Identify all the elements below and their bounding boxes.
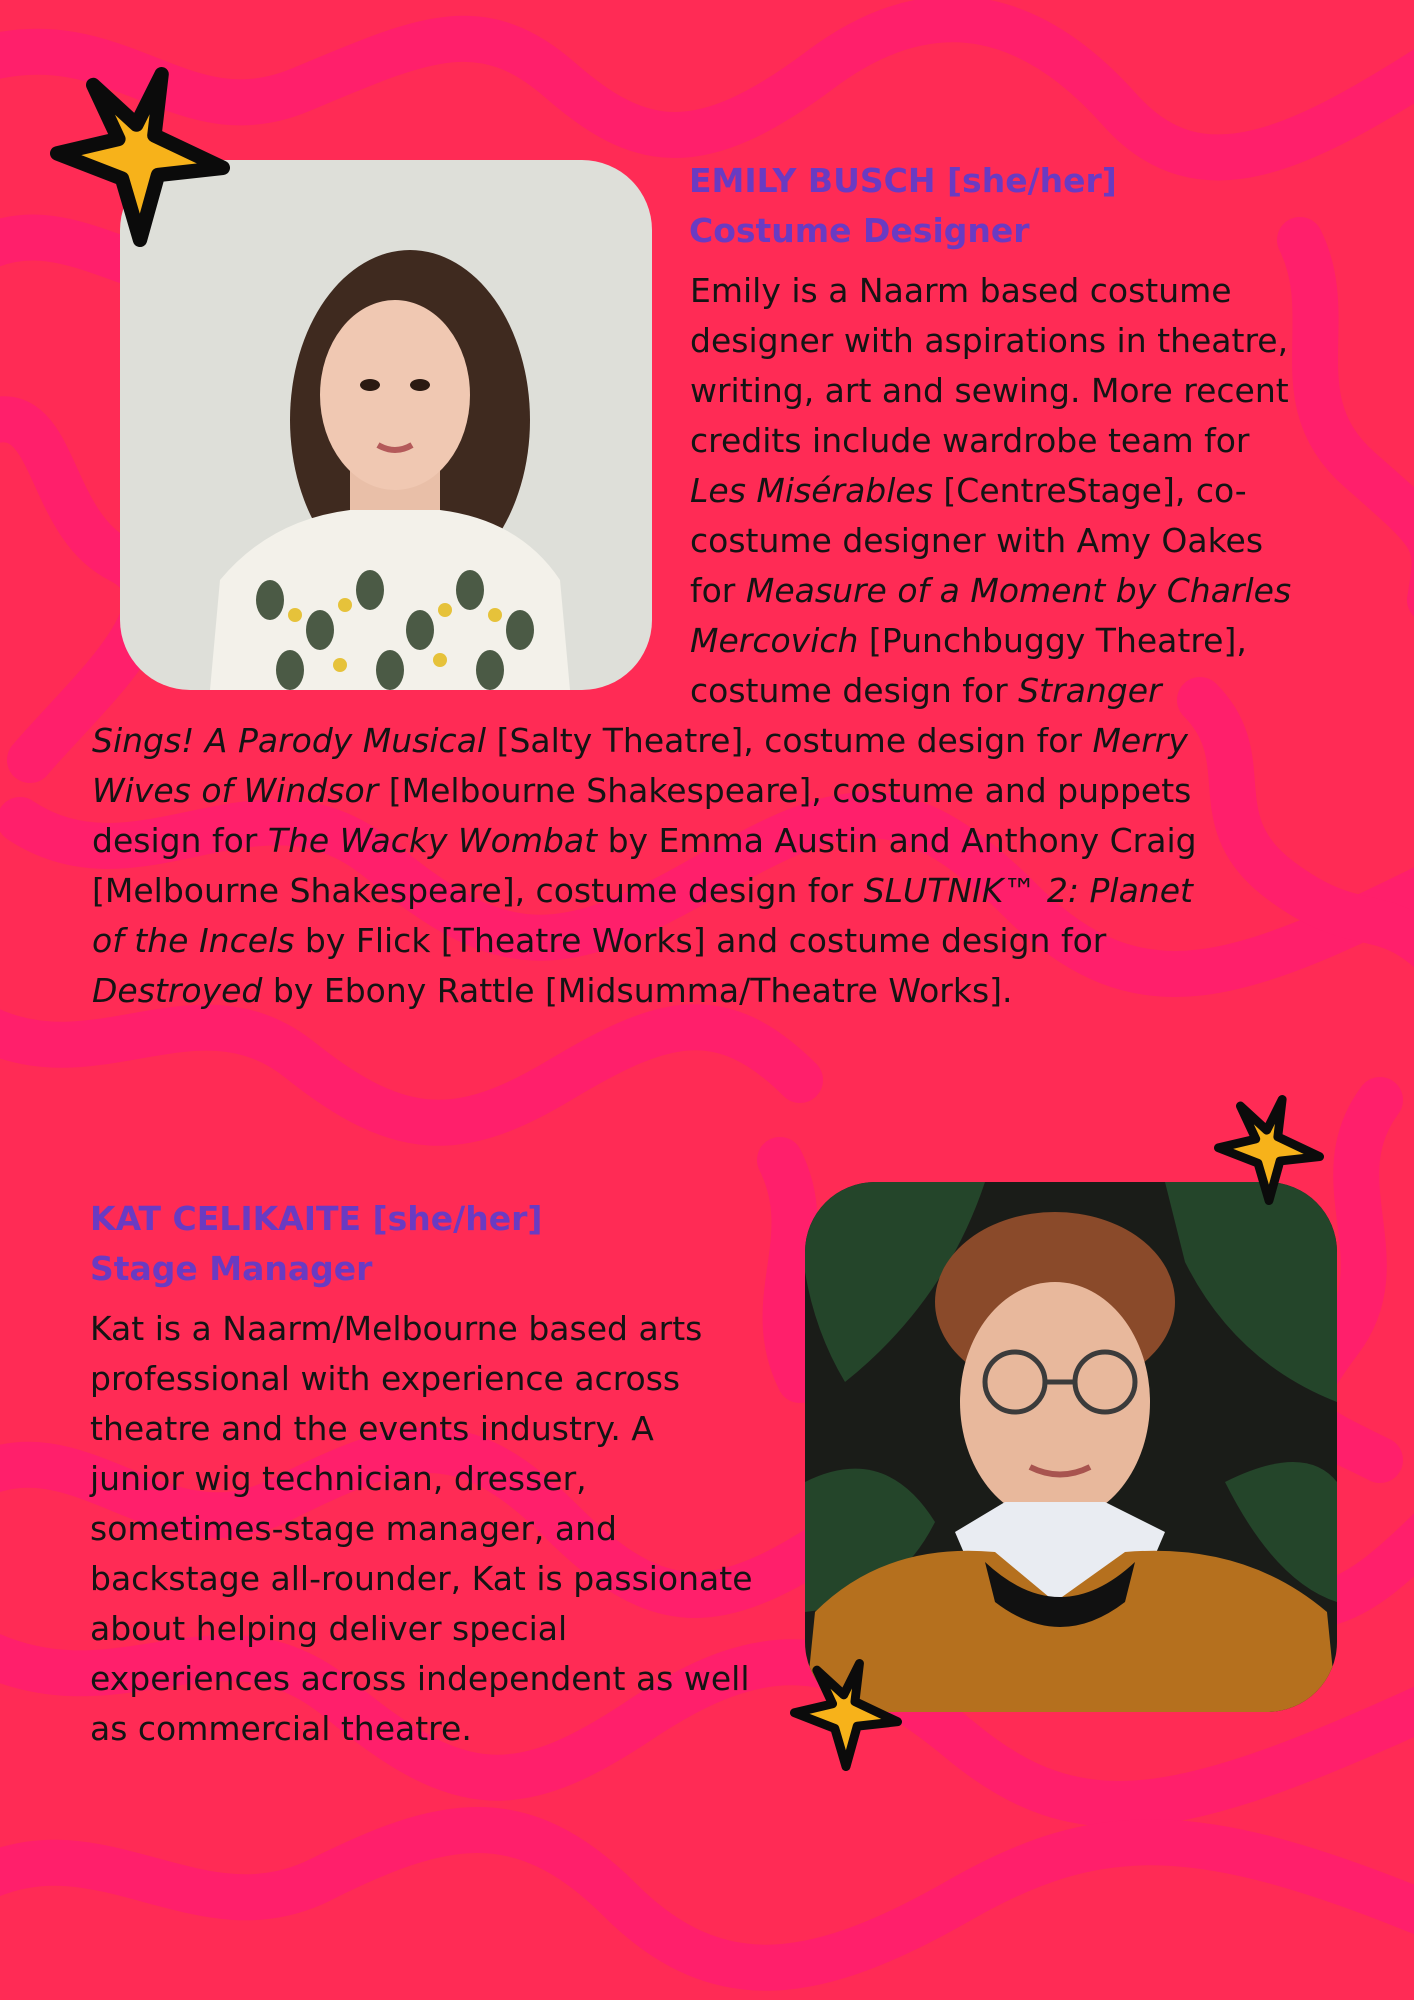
bio-line: Mercovich [Punchbuggy Theatre], [690, 621, 1247, 660]
bio-line: backstage all-rounder, Kat is passionate [90, 1559, 753, 1598]
bio-line: costume designer with Amy Oakes [690, 521, 1264, 560]
show-title: The Wacky Wombat [267, 821, 598, 860]
star-icon [1214, 1092, 1324, 1208]
kat-heading [90, 1194, 542, 1294]
bio-line: theatre and the events industry. A [90, 1409, 654, 1448]
show-title: SLUTNIK™ 2: Planet [863, 871, 1193, 910]
show-title: Destroyed [92, 971, 263, 1010]
emily-name: EMILY BUSCH [she/her] [689, 161, 1117, 200]
bio-line: professional with experience across [90, 1359, 681, 1398]
show-title: Merry [1092, 721, 1188, 760]
bio-line: Les Misérables [CentreStage], co- [690, 471, 1247, 510]
bio-line: about helping deliver special [90, 1609, 568, 1648]
bio-line: design for The Wacky Wombat by Emma Austin and Anthony Craig [92, 821, 1197, 860]
star-icon [790, 1656, 902, 1774]
bio-line: as commercial theatre. [90, 1709, 472, 1748]
bio-line: Emily is a Naarm based costume [690, 271, 1232, 310]
show-title: Stranger [1018, 671, 1162, 710]
bio-line: costume design for Stranger [690, 671, 1162, 710]
bio-line: writing, art and sewing. More recent [690, 371, 1289, 410]
bio-line: experiences across independent as well [90, 1659, 750, 1698]
bio-line: Destroyed by Ebony Rattle [Midsumma/Theatre Works]. [92, 971, 1013, 1010]
kat-name: KAT CELIKAITE [she/her] [90, 1199, 543, 1238]
emily-bio-full [92, 716, 1197, 1016]
portrait-photo-icon [805, 1182, 1337, 1712]
emily-bio-column [690, 266, 1291, 716]
bio-line: junior wig technician, dresser, [90, 1459, 587, 1498]
bio-line: Sings! A Parody Musical [Salty Theatre], costume design for Merry [92, 721, 1188, 760]
kat-photo [805, 1182, 1337, 1712]
kat-role: Stage Manager [90, 1249, 373, 1288]
bio-line: Wives of Windsor [Melbourne Shakespeare], costume and puppets [92, 771, 1192, 810]
star-icon [50, 62, 230, 252]
emily-role: Costume Designer [689, 211, 1030, 250]
bio-line: sometimes-stage manager, and [90, 1509, 617, 1548]
show-title: Mercovich [690, 621, 859, 660]
show-title: Wives of Windsor [92, 771, 379, 810]
bio-line: Kat is a Naarm/Melbourne based arts [90, 1309, 703, 1348]
bio-line: [Melbourne Shakespeare], costume design for SLUTNIK™ 2: Planet [92, 871, 1193, 910]
show-title: Measure of a Moment by Charles [745, 571, 1292, 610]
show-title: of the Incels [92, 921, 295, 960]
emily-heading [689, 156, 1117, 256]
bio-line: for Measure of a Moment by Charles [690, 571, 1292, 610]
bio-line: of the Incels by Flick [Theatre Works] and costume design for [92, 921, 1107, 960]
bio-line: credits include wardrobe team for [690, 421, 1250, 460]
bio-line: designer with aspirations in theatre, [690, 321, 1289, 360]
show-title: Les Misérables [690, 471, 933, 510]
kat-bio [90, 1304, 753, 1754]
show-title: Sings! A Parody Musical [92, 721, 487, 760]
